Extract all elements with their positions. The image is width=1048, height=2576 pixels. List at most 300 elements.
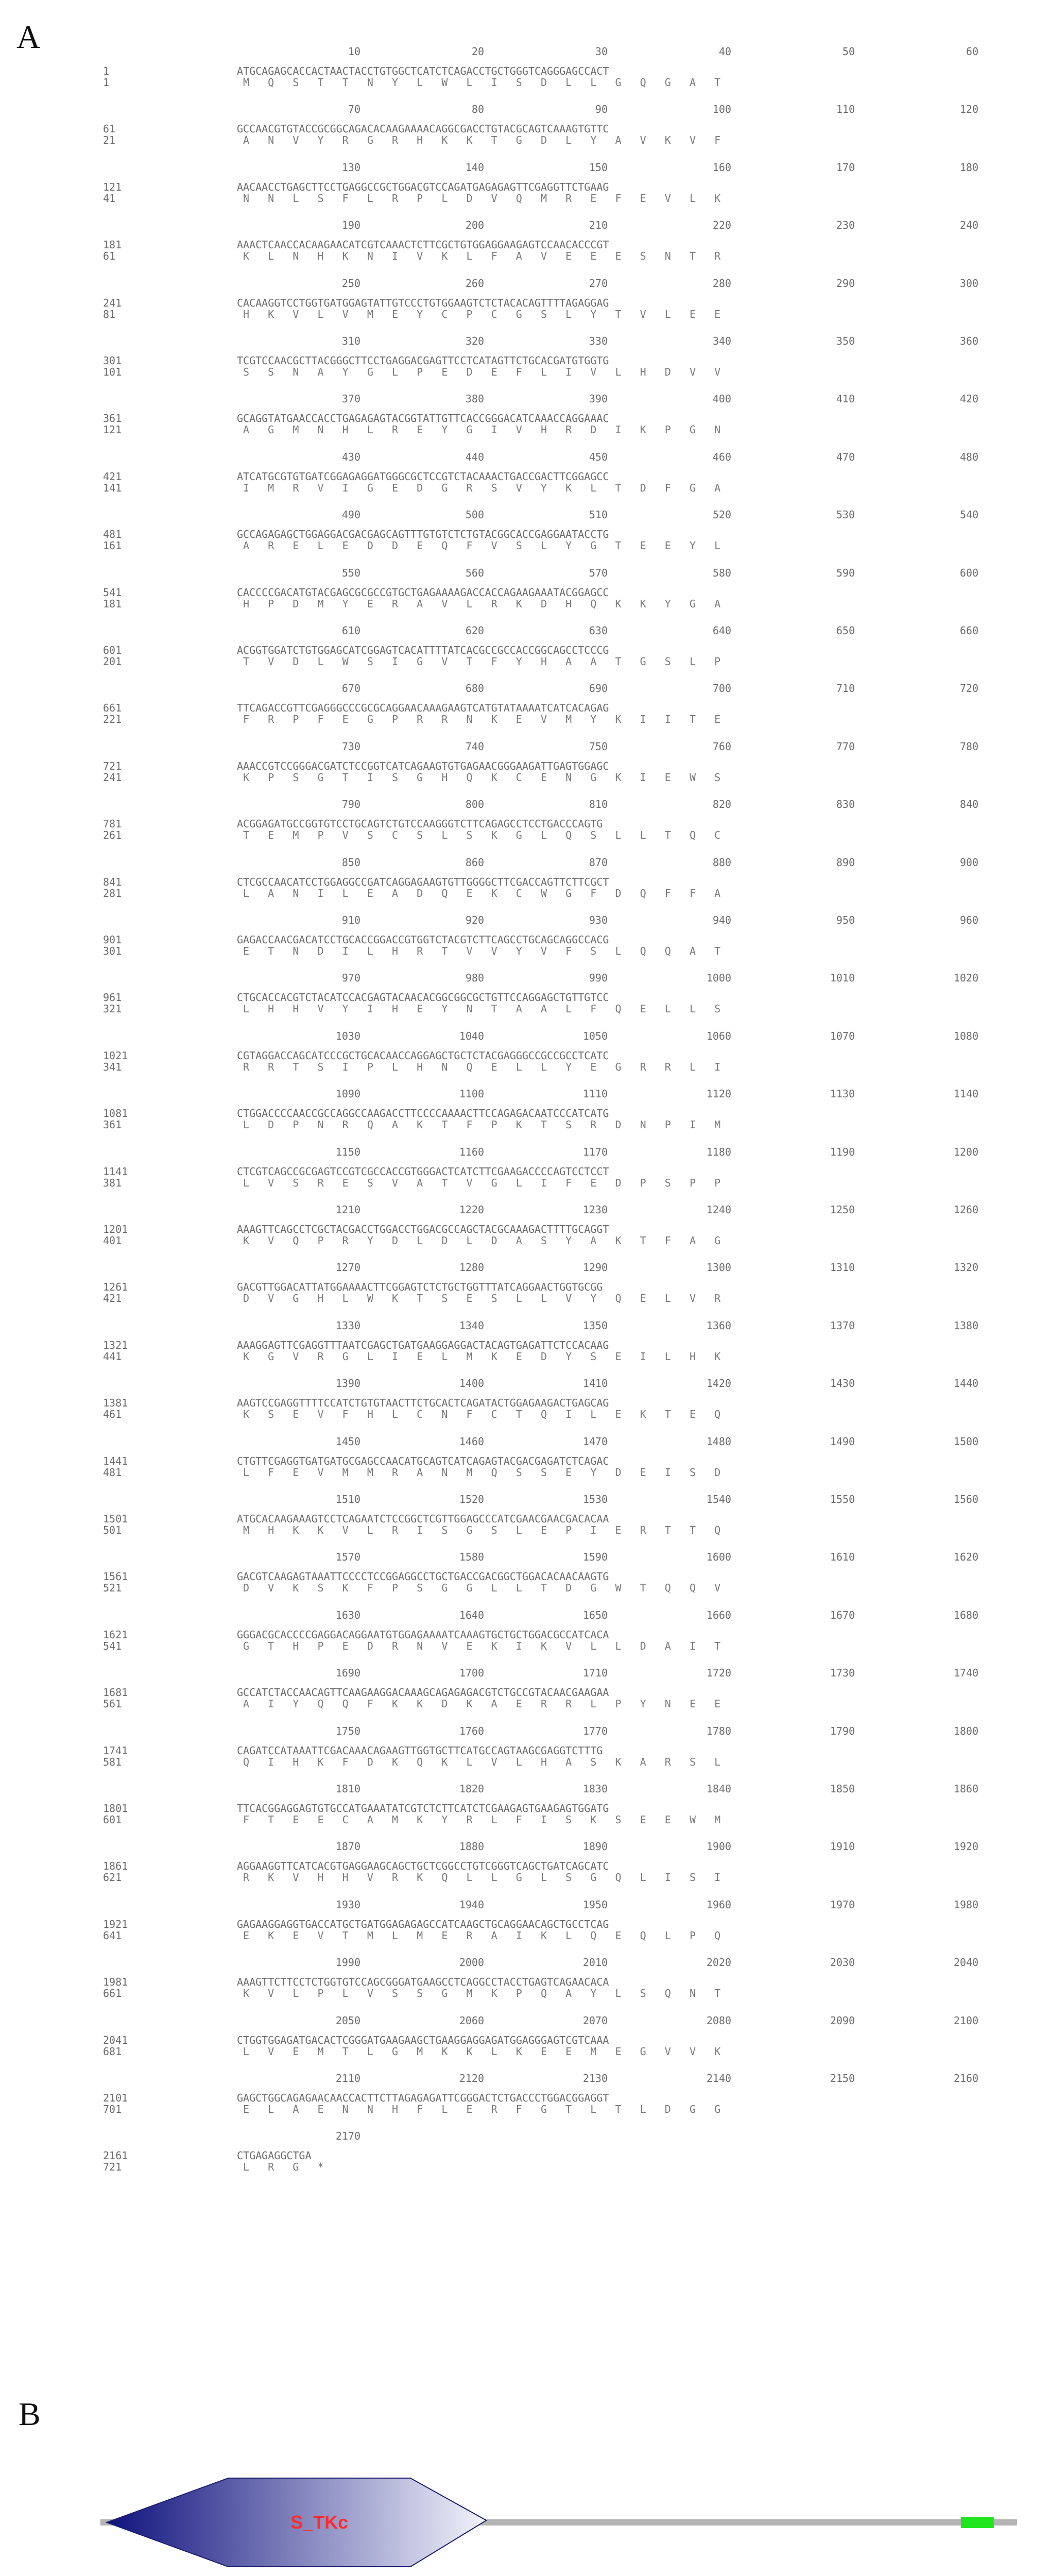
ruler-tick: 2090 (830, 2014, 855, 2027)
ruler-tick: 2050 (335, 2014, 360, 2027)
ruler-tick: 840 (959, 798, 978, 811)
ruler-tick: 1380 (953, 1319, 978, 1332)
ruler-tick: 860 (465, 856, 484, 869)
ruler-tick: 1930 (335, 1898, 360, 1911)
ruler-row (237, 1205, 989, 1215)
amino-acid-position: 621 (103, 1871, 122, 1884)
nucleotide-sequence: AAAGGAGTTCGAGGTTTAATCGAGCTGATGAAGGAGGACTACAGTGAGATTCTCCACAAG (237, 1338, 609, 1351)
ruler-tick: 850 (341, 856, 360, 869)
nucleotide-sequence: TTCAGACCGTTCGAGGGCCCGCGCAGGAACAAAGAAGTCATGTATAAAATCATCACAGAG (237, 702, 609, 715)
amino-acid-position: 41 (103, 192, 116, 205)
nucleotide-sequence: AAGTCCGAGGTTTTCCATCTGTGTAACTTCTGCACTCAGATACTGGAGAAGACTGAGCAG (237, 1397, 609, 1410)
amino-acid-position: 681 (103, 2045, 122, 2058)
ruler-tick: 620 (465, 624, 484, 637)
ruler-row (237, 220, 989, 230)
ruler-tick: 80 (471, 103, 484, 116)
nucleotide-position: 2161 (103, 2149, 128, 2162)
ruler-tick: 540 (959, 509, 978, 521)
ruler-tick: 1920 (953, 1840, 978, 1853)
ruler-tick: 1770 (582, 1724, 608, 1737)
ruler-tick: 10 (348, 45, 360, 58)
amino-acid-position: 1 (103, 76, 110, 89)
amino-acid-sequence: F R P F E G P R R N K E V M Y K I I T E (243, 713, 721, 726)
ruler-tick: 1680 (953, 1608, 978, 1621)
ruler-tick: 1470 (582, 1435, 608, 1448)
ruler-tick: 1330 (335, 1319, 360, 1332)
amino-acid-position: 481 (103, 1466, 122, 1479)
ruler-tick: 1740 (953, 1667, 978, 1680)
ruler-row (237, 1900, 989, 1910)
ruler-tick: 30 (595, 45, 608, 58)
amino-acid-position: 341 (103, 1060, 122, 1073)
ruler-tick: 1370 (830, 1319, 855, 1332)
nucleotide-position: 61 (103, 123, 116, 135)
nucleotide-sequence: AAAGTTCTTCCTCTGGTGTCCAGCGGGATGAAGCCTCAGGCCTACCTGAGTCAGAACACA (237, 1976, 609, 1989)
amino-acid-sequence: Q I H K F D K Q K L V L H A S K A R S L (243, 1755, 721, 1768)
ruler-tick: 1760 (459, 1724, 484, 1737)
nucleotide-position: 1681 (103, 1686, 128, 1699)
nucleotide-position: 1381 (103, 1397, 128, 1410)
ruler-tick: 990 (589, 972, 608, 985)
nucleotide-position: 1501 (103, 1513, 128, 1525)
ruler-tick: 570 (589, 566, 608, 579)
ruler-row (237, 1552, 989, 1562)
ruler-tick: 1990 (335, 1956, 360, 1969)
ruler-tick: 1520 (459, 1493, 484, 1505)
ruler-row (237, 568, 989, 578)
ruler-tick: 720 (959, 682, 978, 695)
nucleotide-position: 2101 (103, 2092, 128, 2104)
amino-acid-sequence: R R T S I P L H N Q E L L Y E G R R L I (243, 1060, 721, 1073)
ruler-tick: 140 (465, 161, 484, 174)
ruler-tick: 330 (589, 335, 608, 347)
ruler-tick: 680 (465, 682, 484, 695)
ruler-tick: 1950 (582, 1898, 608, 1911)
nucleotide-position: 1261 (103, 1281, 128, 1294)
nucleotide-sequence: AAACCGTCCGGGACGATCTCCGGTCATCAGAAGTGTGAGAACGGGAAGATTGAGTGGAGC (237, 759, 609, 772)
ruler-tick: 1300 (706, 1261, 731, 1274)
amino-acid-position: 521 (103, 1582, 122, 1595)
ruler-tick: 1910 (830, 1840, 855, 1853)
nucleotide-sequence: AAACTCAACCACAAGAACATCGTCAAACTCTTCGCTGTGGAGGAAGAGTCCAACACCCGT (237, 239, 609, 251)
ruler-tick: 1240 (706, 1204, 731, 1216)
ruler-tick: 1340 (459, 1319, 484, 1332)
ruler-tick: 640 (712, 624, 731, 637)
amino-acid-position: 321 (103, 1003, 122, 1015)
ruler-tick: 1610 (830, 1551, 855, 1564)
amino-acid-sequence: A G M N H L R E Y G I V H R D I K P G N (243, 423, 721, 436)
ruler-tick: 800 (465, 798, 484, 811)
ruler-tick: 1290 (582, 1261, 608, 1274)
ruler-tick: 110 (836, 103, 855, 116)
ruler-tick: 1260 (953, 1204, 978, 1216)
nucleotide-sequence: GAGCTGGCAGAGAACAACCACTTCTTAGAGAGATTCGGGACTCTGACCCTGGACGGAGGT (237, 2092, 609, 2104)
nucleotide-position: 901 (103, 934, 122, 946)
amino-acid-sequence: M H K K V L R I S G S L E P I E R T T Q (243, 1524, 721, 1536)
ruler-tick: 1020 (953, 972, 978, 985)
ruler-tick: 300 (959, 277, 978, 290)
ruler-tick: 1720 (706, 1667, 731, 1680)
ruler-tick: 970 (341, 972, 360, 985)
ruler-row (237, 1031, 989, 1041)
amino-acid-sequence: K V L P L V S S G M K P Q A Y L S Q N T (243, 1987, 721, 2000)
amino-acid-sequence: K G V R G L I E L M K E D Y S E I L H K (243, 1350, 721, 1363)
ruler-tick: 1640 (459, 1608, 484, 1621)
ruler-row (237, 1784, 989, 1794)
nucleotide-sequence: CTGGACCCCAACCGCCAGGCCAAGACCTTCCCCAAAACTTCCAGAGACAATCCCATCATG (237, 1107, 609, 1120)
ruler-tick: 1100 (459, 1088, 484, 1100)
nucleotide-sequence: AAAGTTCAGCCTCGCTACGACCTGGACCTGGACGCCAGCTACGCAAAGACTTTTGCAGGT (237, 1223, 609, 1235)
ruler-row (237, 510, 989, 520)
ruler-tick: 1390 (335, 1377, 360, 1390)
nucleotide-position: 121 (103, 180, 122, 193)
ruler-tick: 200 (465, 219, 484, 232)
ruler-tick: 1730 (830, 1667, 855, 1680)
ruler-tick: 2040 (953, 1956, 978, 1969)
ruler-row (237, 162, 989, 173)
amino-acid-sequence: G T H P E D R N V E K I K V L L D A I T (243, 1639, 721, 1652)
nucleotide-position: 1981 (103, 1976, 128, 1989)
ruler-tick: 260 (465, 277, 484, 290)
ruler-tick: 1090 (335, 1088, 360, 1100)
ruler-tick: 1510 (335, 1493, 360, 1505)
ruler-tick: 270 (589, 277, 608, 290)
ruler-tick: 930 (589, 914, 608, 926)
amino-acid-position: 241 (103, 771, 122, 784)
ruler-tick: 820 (712, 798, 731, 811)
amino-acid-position: 21 (103, 134, 116, 147)
nucleotide-position: 661 (103, 702, 122, 715)
ruler-tick: 1530 (582, 1493, 608, 1505)
ruler-tick: 150 (589, 161, 608, 174)
nucleotide-position: 481 (103, 528, 122, 541)
amino-acid-position: 61 (103, 250, 116, 263)
ruler-tick: 590 (836, 566, 855, 579)
ruler-row (237, 104, 989, 114)
ruler-row (237, 741, 989, 752)
ruler-tick: 40 (718, 45, 731, 58)
ruler-tick: 1130 (830, 1088, 855, 1100)
ruler-tick: 1830 (582, 1783, 608, 1795)
ruler-tick: 550 (341, 566, 360, 579)
nucleotide-position: 1561 (103, 1570, 128, 1583)
amino-acid-position: 541 (103, 1639, 122, 1652)
ruler-tick: 670 (341, 682, 360, 695)
ruler-tick: 1310 (830, 1261, 855, 1274)
amino-acid-position: 141 (103, 481, 122, 494)
ruler-tick: 1840 (706, 1783, 731, 1795)
amino-acid-sequence: T E M P V S C S L S K G L Q S L L T Q C (243, 829, 721, 842)
amino-acid-position: 121 (103, 423, 122, 436)
ruler-tick: 1940 (459, 1898, 484, 1911)
nucleotide-sequence: ATGCACAAGAAAGTCCTCAGAATCTCCGGCTCGTTGGAGCCCATCGAACGAACGACACAA (237, 1513, 609, 1525)
ruler-tick: 830 (836, 798, 855, 811)
ruler-tick: 1430 (830, 1377, 855, 1390)
amino-acid-sequence: S S N A Y G L P E D E F L I V L H D V V (243, 366, 721, 378)
amino-acid-position: 601 (103, 1814, 122, 1826)
ruler-tick: 1570 (335, 1551, 360, 1564)
ruler-tick: 1630 (335, 1608, 360, 1621)
nucleotide-sequence: GAGACCAACGACATCCTGCACCGGACCGTGGTCTACGTCTTCAGCCTGCAGCAGGCCACG (237, 934, 609, 946)
nucleotide-sequence: GACGTTGGACATTATGGAAAACTTCGGAGTCTCTGCTGGTTTATCAGGAACTGGTGCGG (237, 1281, 603, 1294)
amino-acid-sequence: E L A E N N H F L E R F G T L T L D G G (243, 2103, 721, 2115)
ruler-tick: 1980 (953, 1898, 978, 1911)
ruler-tick: 1580 (459, 1551, 484, 1564)
ruler-tick: 310 (341, 335, 360, 347)
nucleotide-position: 2041 (103, 2033, 128, 2046)
ruler-tick: 480 (959, 450, 978, 463)
ruler-row (237, 452, 989, 462)
ruler-row (237, 2015, 989, 2026)
ruler-tick: 1040 (459, 1029, 484, 1042)
ruler-tick: 1600 (706, 1551, 731, 1564)
ruler-tick: 60 (966, 45, 978, 58)
nucleotide-position: 241 (103, 296, 122, 309)
ruler-tick: 2030 (830, 1956, 855, 1969)
ruler-tick: 2020 (706, 1956, 731, 1969)
ruler-tick: 50 (842, 45, 855, 58)
amino-acid-position: 641 (103, 1929, 122, 1942)
ruler-tick: 1500 (953, 1435, 978, 1448)
ruler-tick: 890 (836, 856, 855, 869)
ruler-tick: 460 (712, 450, 731, 463)
nucleotide-position: 301 (103, 354, 122, 367)
ruler-tick: 650 (836, 624, 855, 637)
ruler-tick: 1650 (582, 1608, 608, 1621)
ruler-tick: 950 (836, 914, 855, 926)
nucleotide-position: 841 (103, 875, 122, 888)
ruler-tick: 1170 (582, 1145, 608, 1158)
amino-acid-sequence: R K V H H V R K Q L L G L S G Q L I S I (243, 1871, 721, 1884)
nucleotide-position: 361 (103, 412, 122, 425)
panel-b-label: B (19, 2396, 41, 2432)
ruler-tick: 90 (595, 103, 608, 116)
ruler-tick: 600 (959, 566, 978, 579)
nucleotide-sequence: GCAGGTATGAACCACCTGAGAGAGTACGGTATTGTTCACCGGGACATCAAACCAGGAAAC (237, 412, 609, 425)
amino-acid-position: 201 (103, 655, 122, 668)
ruler-tick: 70 (348, 103, 360, 116)
nucleotide-position: 1741 (103, 1744, 128, 1757)
ruler-row (237, 1262, 989, 1273)
ruler-tick: 210 (589, 219, 608, 232)
ruler-row (237, 336, 989, 346)
ruler-tick: 770 (836, 740, 855, 753)
ruler-row (237, 683, 989, 693)
ruler-tick: 1590 (582, 1551, 608, 1564)
ruler-tick: 1160 (459, 1145, 484, 1158)
ruler-row (237, 625, 989, 636)
ruler-row (237, 1436, 989, 1447)
nucleotide-position: 721 (103, 759, 122, 772)
ruler-row (237, 1726, 989, 1736)
ruler-row (237, 2131, 989, 2141)
ruler-tick: 160 (712, 161, 731, 174)
ruler-tick: 2070 (582, 2014, 608, 2027)
amino-acid-position: 81 (103, 308, 116, 320)
nucleotide-position: 1201 (103, 1223, 128, 1235)
ruler-tick: 250 (341, 277, 360, 290)
nucleotide-sequence: CTCGCCAACATCCTGGAGGCCGATCAGGAGAAGTGTTGGGGCTTCGACCAGTTCTTCGCT (237, 875, 609, 888)
amino-acid-position: 221 (103, 713, 122, 726)
ruler-tick: 1790 (830, 1724, 855, 1737)
ruler-tick: 350 (836, 335, 855, 347)
amino-acid-sequence: L R G * (243, 2161, 324, 2174)
ruler-tick: 2150 (830, 2072, 855, 2084)
nucleotide-position: 1081 (103, 1107, 128, 1120)
ruler-tick: 20 (471, 45, 484, 58)
nucleotide-sequence: CTGGTGGAGATGACACTCGGGATGAAGAAGCTGAAGGAGGAGATGGAGGGAGTCGTCAAA (237, 2033, 609, 2046)
ruler-tick: 120 (959, 103, 978, 116)
ruler-tick: 1780 (706, 1724, 731, 1737)
ruler-tick: 1880 (459, 1840, 484, 1853)
ruler-tick: 690 (589, 682, 608, 695)
amino-acid-sequence: E T N D I L H R T V V Y V F S L Q Q A T (243, 945, 721, 957)
nucleotide-sequence: AGGAAGGTTCATCACGTGAGGAAGCAGCTGCTCGGCCTGTCGGGTCAGCTGATCAGCATC (237, 1860, 609, 1873)
amino-acid-position: 581 (103, 1755, 122, 1768)
ruler-row (237, 973, 989, 983)
ruler-row (237, 1841, 989, 1852)
ruler-tick: 1120 (706, 1088, 731, 1100)
amino-acid-position: 721 (103, 2161, 122, 2174)
nucleotide-sequence: GGGACGCACCCCGAGGACAGGAATGTGGAGAAAATCAAAGTGCTGCTGGACGCCATCACA (237, 1628, 609, 1641)
amino-acid-sequence: I M R V I G E D G R S V Y K L T D F G A (243, 481, 721, 494)
amino-acid-sequence: K V Q P R Y D L D L D A S Y A K T F A G (243, 1234, 721, 1247)
ruler-tick: 1690 (335, 1667, 360, 1680)
domain-panel (0, 2396, 1048, 2576)
nucleotide-sequence: GAGAAGGAGGTGACCATGCTGATGGAGAGAGCCATCAAGCTGCAGGAACAGCTGCCTCAG (237, 1918, 609, 1930)
ruler-tick: 870 (589, 856, 608, 869)
nucleotide-sequence: TTCACGGAGGAGTGTGCCATGAAATATCGTCTCTTCATCTCGAAGAGTGAAGAGTGGATG (237, 1802, 609, 1815)
nucleotide-sequence: GACGTCAAGAGTAAATTCCCCTCCGGAGGCCTGCTGACCGACGGCTGGACACAACAAGTG (237, 1570, 609, 1583)
ruler-tick: 790 (341, 798, 360, 811)
nucleotide-sequence: GCCAGAGAGCTGGAGGACGACGAGCAGTTTGTGTCTCTGTACGGCACCGAGGAATACCTG (237, 528, 609, 541)
ruler-tick: 1810 (335, 1783, 360, 1795)
nucleotide-position: 1621 (103, 1628, 128, 1641)
amino-acid-sequence: A R E L E D D E Q F V S L Y G T E E Y L (243, 539, 721, 552)
ruler-tick: 2010 (582, 1956, 608, 1969)
amino-acid-sequence: L V E M T L G M K K L K E E M E G V V K (243, 2045, 721, 2058)
ruler-tick: 1230 (582, 1204, 608, 1216)
nucleotide-sequence: GCCATCTACCAACAGTTCAAGAAGGACAAAGCAGAGAGACGTCTGCCGTACAACGAAGAA (237, 1686, 609, 1699)
ruler-tick: 1190 (830, 1145, 855, 1158)
ruler-row (237, 278, 989, 289)
ruler-tick: 1450 (335, 1435, 360, 1448)
ruler-row (237, 2073, 989, 2083)
nucleotide-position: 1441 (103, 1454, 128, 1467)
amino-acid-sequence: F T E E C A M K Y R L F I S K S E E W M (243, 1814, 721, 1826)
ruler-row (237, 857, 989, 868)
amino-acid-sequence: H K V L V M E Y C P C G S L Y T V L E E (243, 308, 721, 320)
ruler-tick: 630 (589, 624, 608, 637)
ruler-row (237, 1378, 989, 1388)
nucleotide-sequence: CTGTTCGAGGTGATGATGCGAGCCAACATGCAGTCATCAGAGTACGACGAGATCTCAGAC (237, 1454, 609, 1467)
ruler-row (237, 1610, 989, 1620)
ruler-tick: 1010 (830, 972, 855, 985)
amino-acid-position: 181 (103, 597, 122, 610)
ruler-tick: 1540 (706, 1493, 731, 1505)
ruler-tick: 500 (465, 509, 484, 521)
ruler-row (237, 1957, 989, 1968)
ruler-tick: 1050 (582, 1029, 608, 1042)
ruler-tick: 1400 (459, 1377, 484, 1390)
ruler-tick: 2080 (706, 2014, 731, 2027)
ruler-tick: 230 (836, 219, 855, 232)
ruler-tick: 510 (589, 509, 608, 521)
ruler-tick: 390 (589, 393, 608, 405)
nucleotide-sequence: ACGGAGATGCCGGTGTCCTGCAGTCTGTCCAAGGGTCTTCAGAGCCTCCTGACCCAGTG (237, 818, 603, 831)
nucleotide-position: 541 (103, 586, 122, 599)
ruler-tick: 190 (341, 219, 360, 232)
ruler-tick: 1970 (830, 1898, 855, 1911)
ruler-tick: 2140 (706, 2072, 731, 2084)
nucleotide-position: 1861 (103, 1860, 128, 1873)
amino-acid-sequence: A N V Y R G R H K K T G D L Y A V K V F (243, 134, 721, 147)
ruler-tick: 1620 (953, 1551, 978, 1564)
ruler-tick: 1200 (953, 1145, 978, 1158)
nucleotide-sequence: CACCCCGACATGTACGAGCGCGCCGTGCTGAGAAAAGACCACCAGAAGAAATACGGAGCC (237, 586, 609, 599)
ruler-tick: 880 (712, 856, 731, 869)
nucleotide-sequence: TCGTCCAACGCTTACGGGCTTCCTGAGGACGAGTTCCTCATAGTTCTGCACGATGTGGTG (237, 354, 609, 367)
nucleotide-position: 1801 (103, 1802, 128, 1815)
amino-acid-sequence: D V K S K F P S G G L L T D G W T Q Q V (243, 1582, 721, 1595)
ruler-tick: 940 (712, 914, 731, 926)
amino-acid-position: 501 (103, 1524, 122, 1536)
ruler-tick: 1820 (459, 1783, 484, 1795)
ruler-tick: 420 (959, 393, 978, 405)
ruler-tick: 980 (465, 972, 484, 985)
nucleotide-position: 1141 (103, 1165, 128, 1178)
ruler-tick: 1670 (830, 1608, 855, 1621)
ruler-tick: 1110 (582, 1088, 608, 1100)
ruler-tick: 1280 (459, 1261, 484, 1274)
ruler-tick: 910 (341, 914, 360, 926)
ruler-tick: 440 (465, 450, 484, 463)
amino-acid-sequence: D V G H L W K T S E S L L V Y Q E L V R (243, 1292, 721, 1305)
ruler-tick: 100 (712, 103, 731, 116)
ruler-tick: 1320 (953, 1261, 978, 1274)
ruler-row (237, 1089, 989, 1099)
amino-acid-sequence: L A N I L E A D Q E K C W G F D Q F F A (243, 887, 721, 900)
ruler-tick: 1270 (335, 1261, 360, 1274)
ruler-tick: 730 (341, 740, 360, 753)
amino-acid-position: 301 (103, 945, 122, 957)
ruler-tick: 530 (836, 509, 855, 521)
ruler-tick: 1870 (335, 1840, 360, 1853)
ruler-tick: 1000 (706, 972, 731, 985)
ruler-tick: 780 (959, 740, 978, 753)
nucleotide-sequence: CTGCACCACGTCTACATCCACGAGTACAACACGGCGGCGCTGTTCCAGGAGCTGTTGTCC (237, 991, 609, 1004)
ruler-tick: 1420 (706, 1377, 731, 1390)
ruler-tick: 1800 (953, 1724, 978, 1737)
amino-acid-position: 361 (103, 1118, 122, 1131)
ruler-tick: 2130 (582, 2072, 608, 2084)
domain-label: S_TKc (290, 2512, 349, 2533)
ruler-tick: 340 (712, 335, 731, 347)
nucleotide-sequence: CTGAGAGGCTGA (237, 2149, 312, 2162)
ruler-row (237, 1147, 989, 1157)
ruler-tick: 280 (712, 277, 731, 290)
ruler-tick: 1140 (953, 1088, 978, 1100)
nucleotide-sequence: ATGCAGAGCACCACTAACTACCTGTGGCTCATCTCAGACCTGCTGGGTCAGGGAGCCACT (237, 65, 609, 77)
amino-acid-sequence: L F E V M M R A N M Q S S E Y D E I S D (243, 1466, 721, 1479)
motif-region (961, 2517, 994, 2528)
nucleotide-sequence: CAGATCCATAAATTCGACAAACAGAAGTTGGTGCTTCATGCCAGTAAGCGAGGTCTTTG (237, 1744, 603, 1757)
ruler-tick: 380 (465, 393, 484, 405)
amino-acid-position: 381 (103, 1176, 122, 1189)
ruler-tick: 2110 (335, 2072, 360, 2084)
ruler-tick: 580 (712, 566, 731, 579)
ruler-row (237, 799, 989, 809)
